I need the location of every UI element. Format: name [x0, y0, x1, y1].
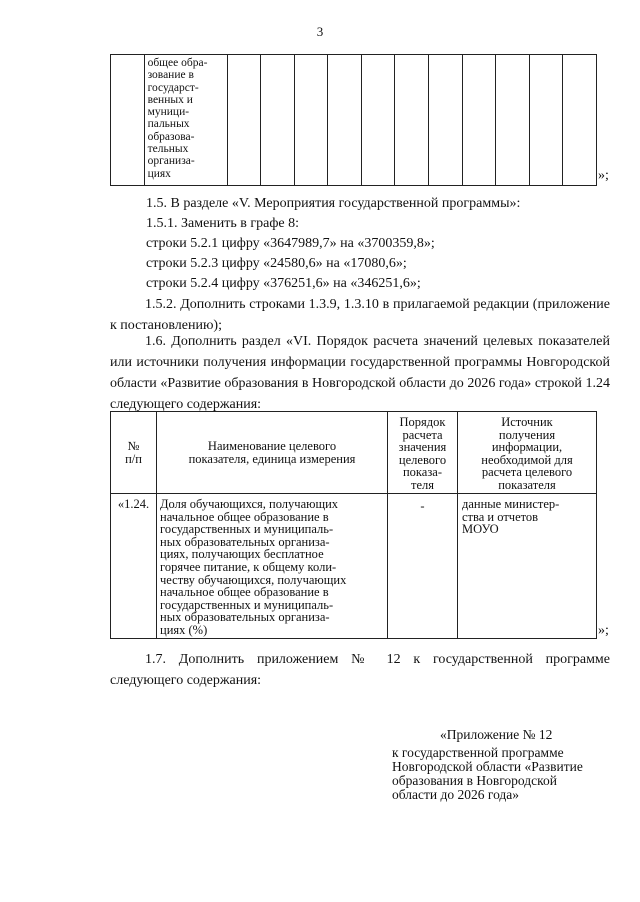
- row-number: «1.24.: [111, 494, 157, 639]
- header-calculation-method: Порядок расчета значения целевого показа- теля: [388, 412, 458, 494]
- line-5-2-4: строки 5.2.4 цифру «376251,6» на «346251,6»;: [146, 276, 421, 291]
- paragraph-1-5-2: 1.5.2. Дополнить строками 1.3.9, 1.3.10 в прилагаемой редакции (приложение к постановлению);: [110, 297, 610, 333]
- row-end-mark: »;: [598, 168, 609, 183]
- table-row: [111, 494, 597, 639]
- continuation-table: [110, 54, 597, 186]
- indicator-table: [110, 411, 597, 639]
- row-indicator-name: Доля обучающихся, получающих начальное общее образование в государственных и муниципаль- ных образовательных организа- циях, получающих бесплатное горячее питание, к общему коли- честву обучающихся, получающих начальное общее образование в государственных и муниципаль- ных образовательных организа- циях (%): [157, 494, 388, 639]
- paragraph-1-5: 1.5. В разделе «V. Мероприятия государственной программы»:: [146, 196, 521, 211]
- row-information-source: данные министер- ства и отчетов МОУО: [458, 494, 597, 639]
- header-information-source: Источник получения информации, необходимой для расчета целевого показателя: [458, 412, 597, 494]
- header-number: № п/п: [111, 412, 157, 494]
- page-number: 3: [316, 24, 324, 39]
- row-end-mark-2: »;: [598, 623, 609, 638]
- appendix-reference: к государственной программе Новгородской области «Развитие образования в Новгородской области до 2026 года»: [392, 745, 583, 802]
- table-cell-text: общее обра- зование в государст- венных и муници- пальных образова- тельных организа- циях: [144, 55, 227, 186]
- paragraph-1-6: 1.6. Дополнить раздел «VI. Порядок расчета значений целевых показателей или источники получения информации государственной программы Новгородской области «Развитие образования в Новгородской области до 2026 года» строкой 1.24 следующего содержания:: [110, 334, 610, 412]
- appendix-title: «Приложение № 12: [440, 727, 553, 742]
- line-5-2-3: строки 5.2.3 цифру «24580,6» на «17080,6»;: [146, 256, 407, 271]
- paragraph-1-7: 1.7. Дополнить приложением № 12 к государственной программе следующего содержания:: [110, 652, 610, 688]
- header-indicator-name: Наименование целевого показателя, единица измерения: [157, 412, 388, 494]
- line-5-2-1: строки 5.2.1 цифру «3647989,7» на «3700359,8»;: [146, 236, 435, 251]
- paragraph-1-5-1: 1.5.1. Заменить в графе 8:: [146, 216, 300, 231]
- row-calculation-method: -: [388, 494, 458, 639]
